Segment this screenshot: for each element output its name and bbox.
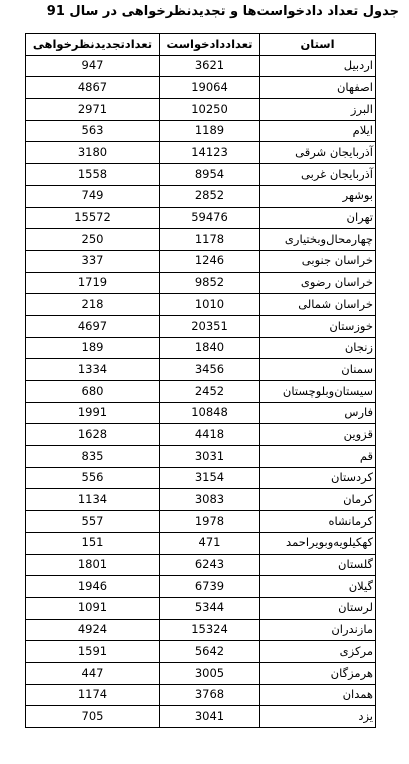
requests-cell: 15324 <box>160 619 260 641</box>
appeals-cell: 3180 <box>26 142 160 164</box>
appeals-cell: 2971 <box>26 99 160 121</box>
province-cell: مازندران <box>260 619 376 641</box>
table-row <box>26 489 376 511</box>
requests-cell: 5642 <box>160 641 260 663</box>
table-row <box>26 381 376 403</box>
province-cell: زنجان <box>260 337 376 359</box>
province-cell: البرز <box>260 99 376 121</box>
requests-cell: 1840 <box>160 337 260 359</box>
province-cell: لرستان <box>260 597 376 619</box>
province-cell: قزوین <box>260 424 376 446</box>
requests-cell: 3768 <box>160 684 260 706</box>
requests-cell: 59476 <box>160 207 260 229</box>
province-cell: یزد <box>260 706 376 728</box>
appeals-cell: 4697 <box>26 315 160 337</box>
province-cell: کردستان <box>260 467 376 489</box>
appeals-cell: 557 <box>26 511 160 533</box>
requests-cell: 14123 <box>160 142 260 164</box>
requests-cell: 471 <box>160 532 260 554</box>
requests-cell: 1178 <box>160 229 260 251</box>
table-row <box>26 576 376 598</box>
appeals-cell: 1946 <box>26 576 160 598</box>
province-cell: قم <box>260 446 376 468</box>
appeals-cell: 705 <box>26 706 160 728</box>
requests-cell: 3456 <box>160 359 260 381</box>
requests-cell: 6739 <box>160 576 260 598</box>
appeals-cell: 1801 <box>26 554 160 576</box>
province-cell: چهارمحال‌وبختیاری <box>260 229 376 251</box>
requests-cell: 3154 <box>160 467 260 489</box>
province-cell: کهکیلویه‌وبویراحمد <box>260 532 376 554</box>
table-row <box>26 250 376 272</box>
appeals-cell: 835 <box>26 446 160 468</box>
table-row <box>26 142 376 164</box>
appeals-cell: 1174 <box>26 684 160 706</box>
statistics-table <box>25 33 376 728</box>
table-row <box>26 337 376 359</box>
table-row <box>26 554 376 576</box>
appeals-cell: 556 <box>26 467 160 489</box>
requests-cell: 2452 <box>160 381 260 403</box>
header-requests: تعداددادخواست <box>160 34 260 56</box>
requests-cell: 19064 <box>160 77 260 99</box>
appeals-cell: 680 <box>26 381 160 403</box>
requests-cell: 1189 <box>160 120 260 142</box>
table-row <box>26 272 376 294</box>
province-cell: همدان <box>260 684 376 706</box>
requests-cell: 3005 <box>160 662 260 684</box>
province-cell: خوزستان <box>260 315 376 337</box>
table-row <box>26 229 376 251</box>
requests-cell: 3031 <box>160 446 260 468</box>
appeals-cell: 1558 <box>26 164 160 186</box>
table-row <box>26 359 376 381</box>
table-row <box>26 315 376 337</box>
appeals-cell: 1091 <box>26 597 160 619</box>
appeals-cell: 1334 <box>26 359 160 381</box>
requests-cell: 3083 <box>160 489 260 511</box>
header-appeals: تعدادتجدیدنظرخواهی <box>26 34 160 56</box>
table-row <box>26 619 376 641</box>
appeals-cell: 1991 <box>26 402 160 424</box>
province-cell: آذربایجان غربی <box>260 164 376 186</box>
requests-cell: 10250 <box>160 99 260 121</box>
header-province: استان <box>260 34 376 56</box>
requests-cell: 8954 <box>160 164 260 186</box>
table-row <box>26 77 376 99</box>
appeals-cell: 1134 <box>26 489 160 511</box>
table-body <box>26 55 376 727</box>
province-cell: کرمان <box>260 489 376 511</box>
province-cell: ایلام <box>260 120 376 142</box>
table-row <box>26 424 376 446</box>
table-row <box>26 99 376 121</box>
appeals-cell: 1719 <box>26 272 160 294</box>
table-row <box>26 662 376 684</box>
province-cell: گلستان <box>260 554 376 576</box>
requests-cell: 4418 <box>160 424 260 446</box>
province-cell: هرمزگان <box>260 662 376 684</box>
table-row <box>26 294 376 316</box>
table-row <box>26 446 376 468</box>
table-row <box>26 55 376 77</box>
province-cell: سمنان <box>260 359 376 381</box>
appeals-cell: 218 <box>26 294 160 316</box>
requests-cell: 20351 <box>160 315 260 337</box>
table-row <box>26 597 376 619</box>
requests-cell: 3621 <box>160 55 260 77</box>
table-row <box>26 684 376 706</box>
province-cell: مرکزی <box>260 641 376 663</box>
table-row <box>26 532 376 554</box>
appeals-cell: 1591 <box>26 641 160 663</box>
province-cell: تهران <box>260 207 376 229</box>
table-row <box>26 706 376 728</box>
appeals-cell: 749 <box>26 185 160 207</box>
requests-cell: 1246 <box>160 250 260 272</box>
appeals-cell: 563 <box>26 120 160 142</box>
province-cell: کرمانشاه <box>260 511 376 533</box>
requests-cell: 9852 <box>160 272 260 294</box>
province-cell: فارس <box>260 402 376 424</box>
requests-cell: 5344 <box>160 597 260 619</box>
appeals-cell: 250 <box>26 229 160 251</box>
table-header-row <box>26 34 376 56</box>
table-row <box>26 467 376 489</box>
province-cell: اصفهان <box>260 77 376 99</box>
table-row <box>26 120 376 142</box>
appeals-cell: 151 <box>26 532 160 554</box>
appeals-cell: 447 <box>26 662 160 684</box>
province-cell: سیستان‌وبلوچستان <box>260 381 376 403</box>
appeals-cell: 1628 <box>26 424 160 446</box>
table-row <box>26 164 376 186</box>
table-row <box>26 641 376 663</box>
appeals-cell: 337 <box>26 250 160 272</box>
table-row <box>26 511 376 533</box>
requests-cell: 1978 <box>160 511 260 533</box>
appeals-cell: 4867 <box>26 77 160 99</box>
table-row <box>26 185 376 207</box>
requests-cell: 6243 <box>160 554 260 576</box>
table-row <box>26 402 376 424</box>
province-cell: خراسان جنوبی <box>260 250 376 272</box>
appeals-cell: 947 <box>26 55 160 77</box>
requests-cell: 2852 <box>160 185 260 207</box>
requests-cell: 10848 <box>160 402 260 424</box>
requests-cell: 1010 <box>160 294 260 316</box>
appeals-cell: 4924 <box>26 619 160 641</box>
table-row <box>26 207 376 229</box>
province-cell: خراسان رضوی <box>260 272 376 294</box>
requests-cell: 3041 <box>160 706 260 728</box>
province-cell: اردبیل <box>260 55 376 77</box>
appeals-cell: 15572 <box>26 207 160 229</box>
province-cell: خراسان شمالی <box>260 294 376 316</box>
province-cell: آذربایجان شرقی <box>260 142 376 164</box>
province-cell: گیلان <box>260 576 376 598</box>
province-cell: بوشهر <box>260 185 376 207</box>
table-title: جدول تعداد دادخواست‌ها و تجدیدنظرخواهی در سال 91 <box>46 4 399 19</box>
appeals-cell: 189 <box>26 337 160 359</box>
